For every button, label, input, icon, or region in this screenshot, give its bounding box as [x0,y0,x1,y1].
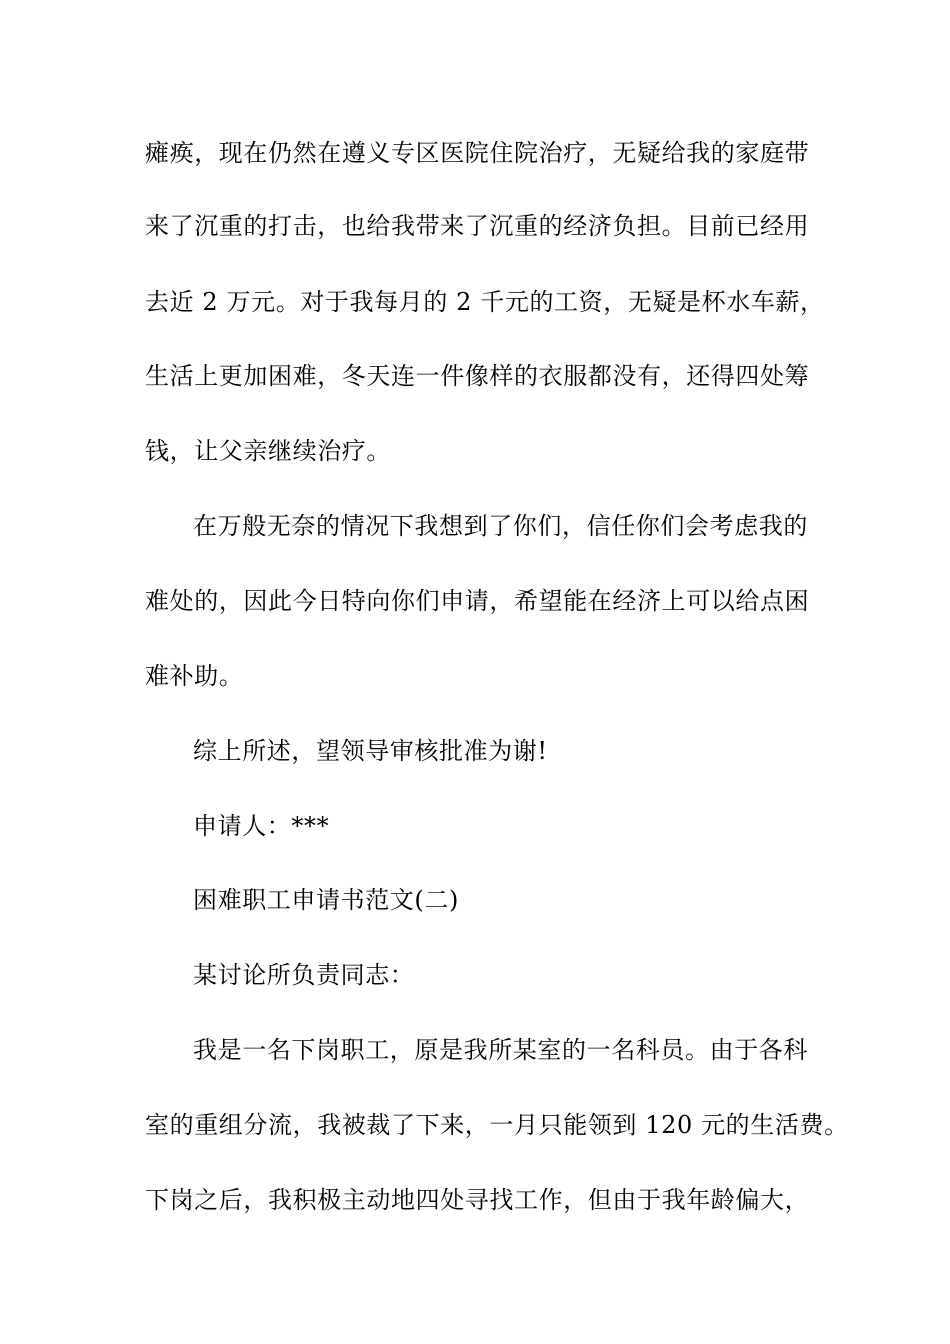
salutation-line: 某讨论所负责同志： [193,961,415,989]
paragraph-line: 钱，让父亲继续治疗。 [145,437,391,465]
applicant-line: 申请人：*** [193,812,330,840]
paragraph-line: 难处的，因此今日特向你们申请，希望能在经济上可以给点困 [145,587,810,615]
paragraph-line: 下岗之后，我积极主动地四处寻找工作，但由于我年龄偏大， [145,1186,810,1214]
paragraph-line: 瘫痪，现在仍然在遵义专区医院住院治疗，无疑给我的家庭带 [145,139,810,167]
paragraph-line: 生活上更加困难，冬天连一件像样的衣服都没有，还得四处筹 [145,362,810,390]
paragraph-line: 去近 2 万元。对于我每月的 2 千元的工资，无疑是杯水车薪， [145,288,825,316]
paragraph-line: 在万般无奈的情况下我想到了你们，信任你们会考虑我的 [193,512,808,540]
closing-line: 综上所述，望领导审核批准为谢! [193,737,548,765]
paragraph-line: 我是一名下岗职工，原是我所某室的一名科员。由于各科 [193,1036,808,1064]
paragraph-line: 难补助。 [145,662,244,690]
paragraph-line: 来了沉重的打击，也给我带来了沉重的经济负担。目前已经用 [145,212,810,240]
section-title: 困难职工申请书范文(二) [193,886,459,914]
paragraph-line: 室的重组分流，我被裁了下来，一月只能领到 120 元的生活费。 [145,1111,849,1139]
